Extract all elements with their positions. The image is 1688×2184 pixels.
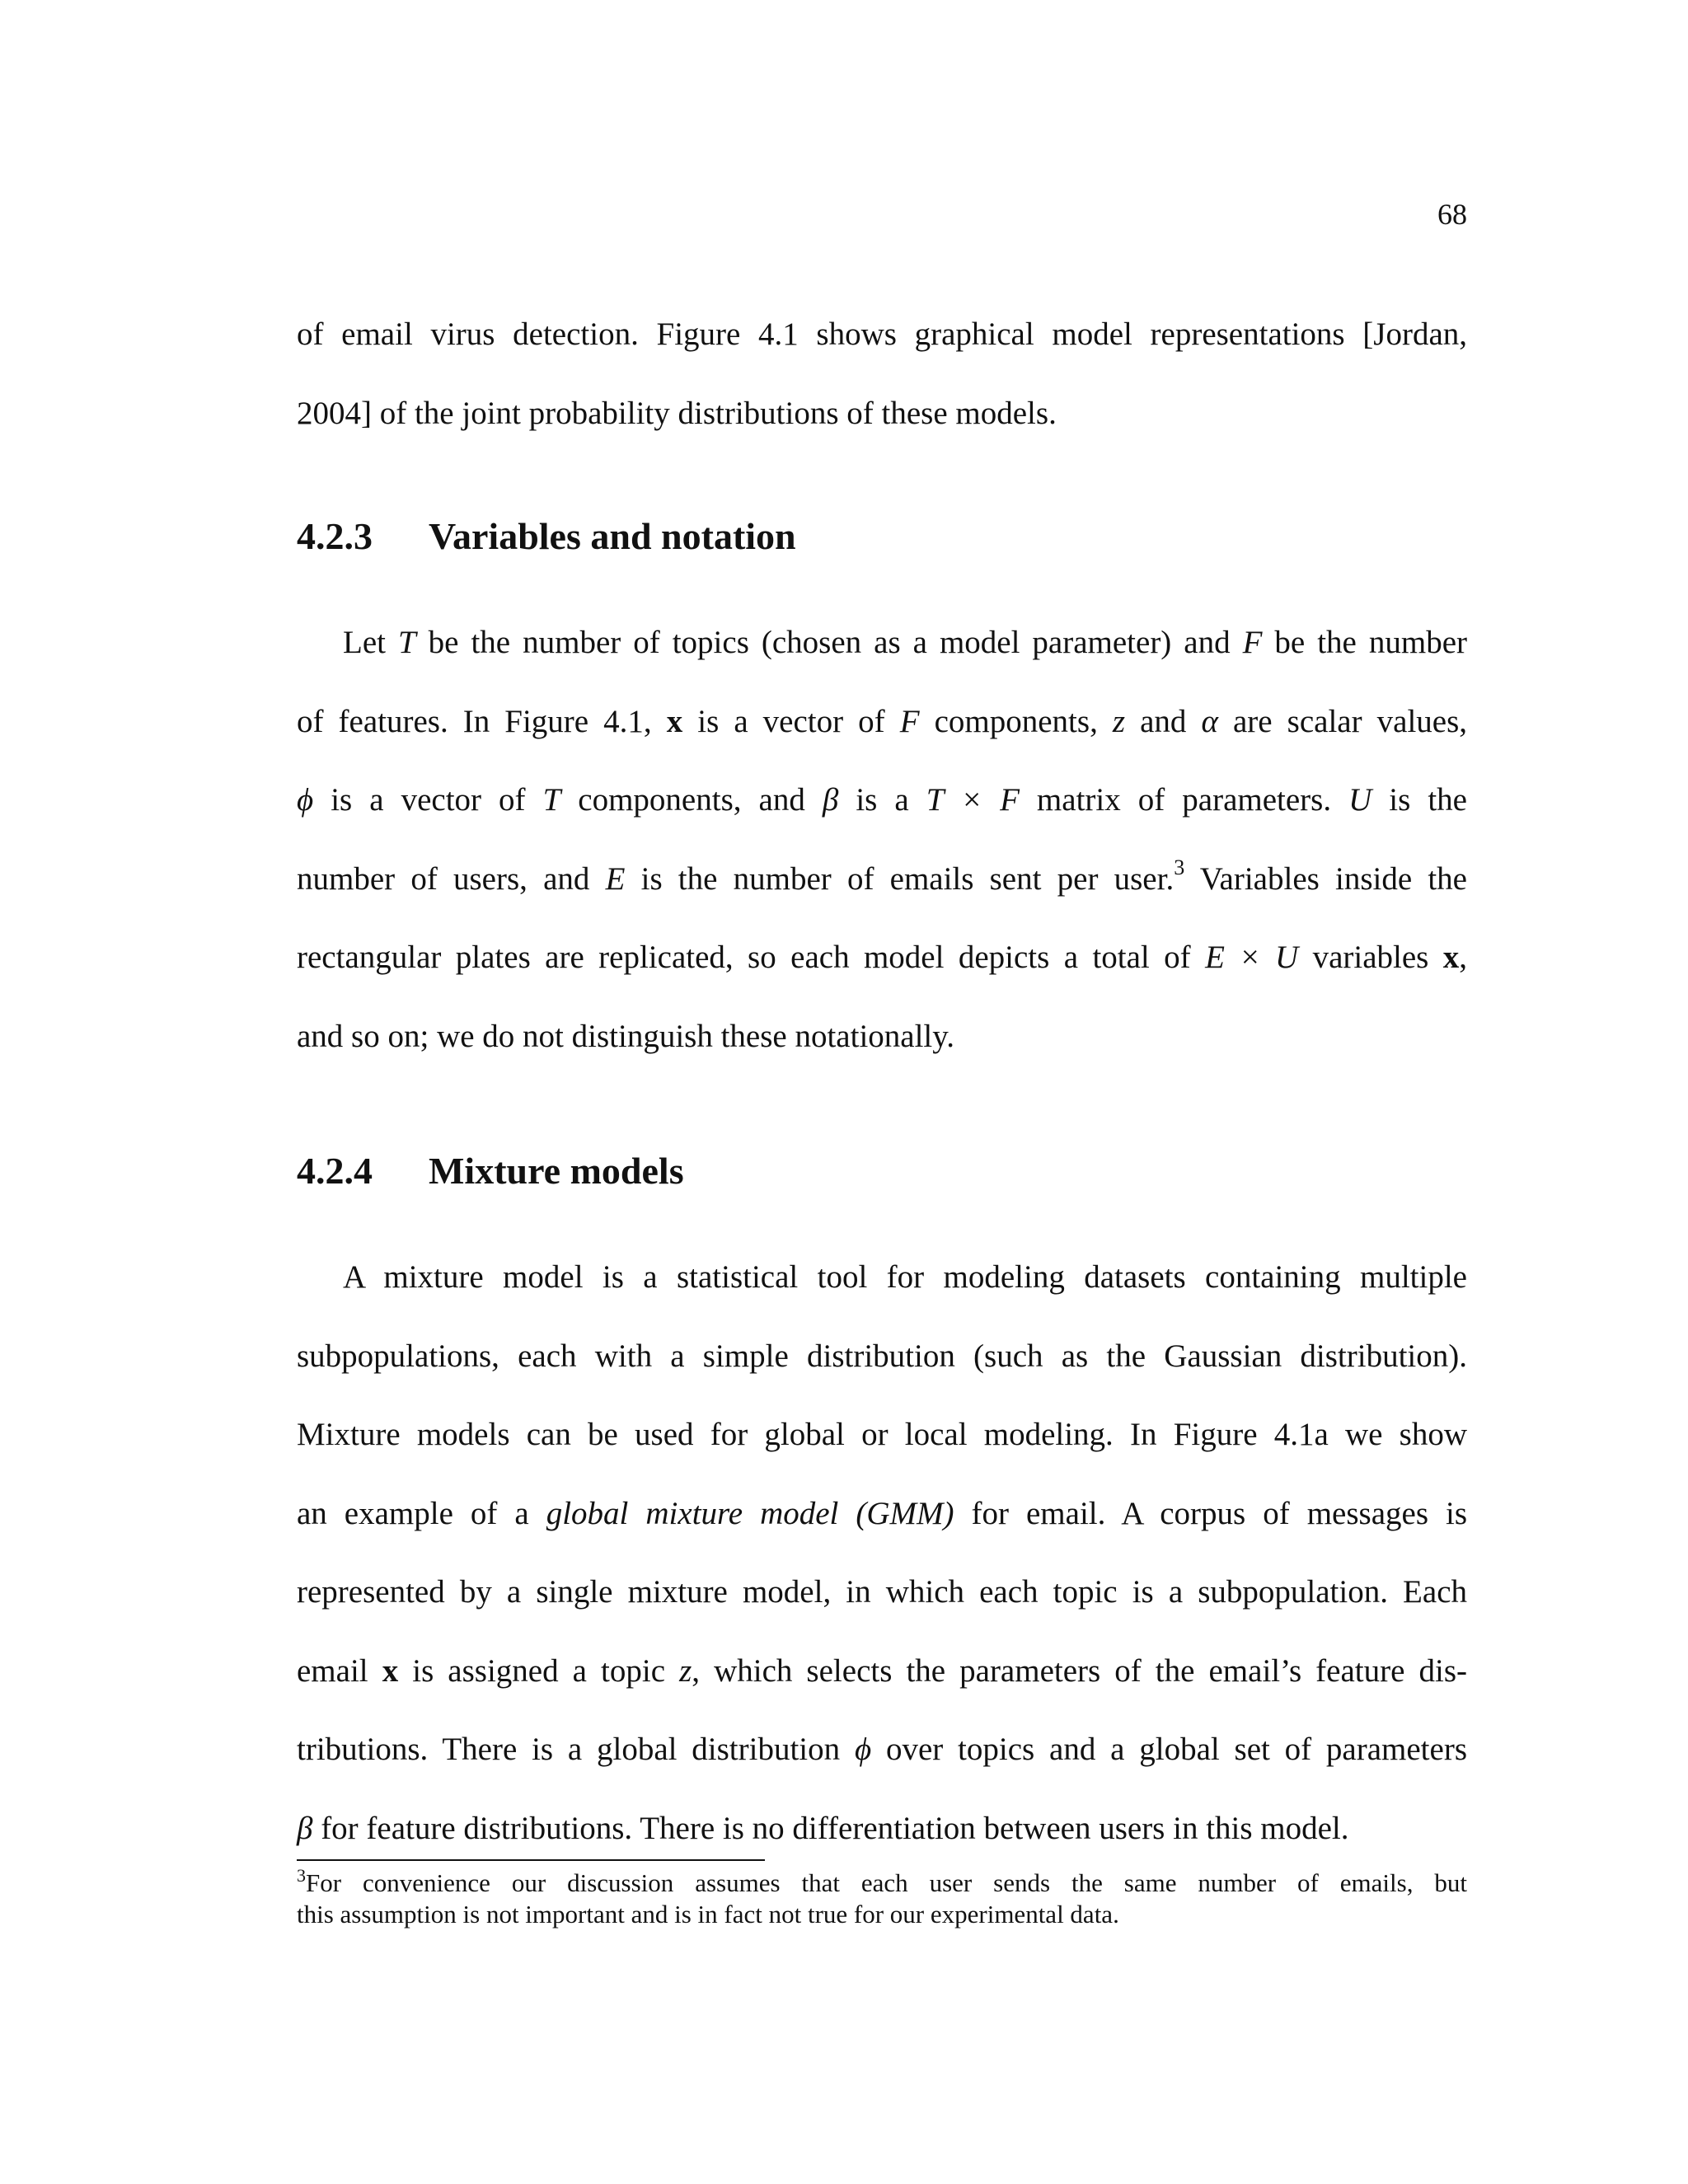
section-title: Mixture models (429, 1150, 684, 1192)
notation-line-3: ϕ is a vector of T components, and β is a T × F matrix of parameters. U is the (297, 782, 1467, 818)
notation-paragraph (297, 603, 1467, 1076)
section-heading-4-2-3 (297, 515, 796, 557)
gmm-term: global mixture model (GMM) (546, 1495, 954, 1531)
mixture-line-8: β for feature distributions. There is no differentiation between users in this model. (297, 1810, 1349, 1846)
mixture-line-3: Mixture models can be used for global or local modeling. In Figure 4.1a we show (297, 1417, 1467, 1452)
section-number: 4.2.3 (297, 515, 373, 557)
mixture-paragraph (297, 1238, 1467, 1868)
notation-line-5: rectangular plates are replicated, so each model depicts a total of E × U variables x, (297, 940, 1468, 975)
footnote-rule (297, 1859, 765, 1861)
intro-paragraph (297, 295, 1467, 452)
footnote (297, 1865, 1467, 1930)
footnote-line-1: $^3$For convenience our discussion assumes that each user sends the same number of emails, but (297, 1865, 1467, 1897)
notation-line-2: of features. In Figure 4.1, x is a vector of F components, z and α are scalar values, (297, 703, 1468, 739)
mixture-line-6: email x is assigned a topic z, which selects the parameters of the email’s feature dis- (297, 1652, 1467, 1689)
mixture-line-2: subpopulations, each with a simple distribution (such as the Gaussian distribution). (297, 1338, 1467, 1374)
footnote-reference: 3 (1174, 855, 1185, 879)
mixture-line-5: represented by a single mixture model, in which each topic is a subpopulation. Each (297, 1574, 1467, 1610)
section-title: Variables and notation (429, 515, 796, 557)
page-number: 68 (1437, 198, 1467, 231)
intro-line-2: 2004] of the joint probability distributions of these models. (297, 395, 1057, 431)
intro-line-1: of email virus detection. Figure 4.1 shows graphical model representations [Jordan, (297, 316, 1467, 352)
section-number: 4.2.4 (297, 1150, 373, 1192)
notation-line-1: Let T be the number of topics (chosen as a model parameter) and F be the number (343, 625, 1467, 660)
notation-line-4: number of users, and E is the number of emails sent per user.$^3$ Variables inside the (297, 855, 1467, 897)
mixture-line-1: A mixture model is a statistical tool for modeling datasets containing multiple (343, 1259, 1467, 1295)
section-heading-4-2-4 (297, 1152, 684, 1190)
mixture-line-4: an example of a global mixture model (GMM) for email. A corpus of messages is (297, 1495, 1468, 1531)
footnote-marker: 3 (297, 1865, 306, 1886)
notation-line-6: and so on; we do not distinguish these notationally. (297, 1018, 954, 1054)
footnote-line-2: this assumption is not important and is in fact not true for our experimental data. (297, 1900, 1119, 1929)
mixture-line-7: tributions. There is a global distribution ϕ over topics and a global set of parameters (297, 1732, 1467, 1767)
